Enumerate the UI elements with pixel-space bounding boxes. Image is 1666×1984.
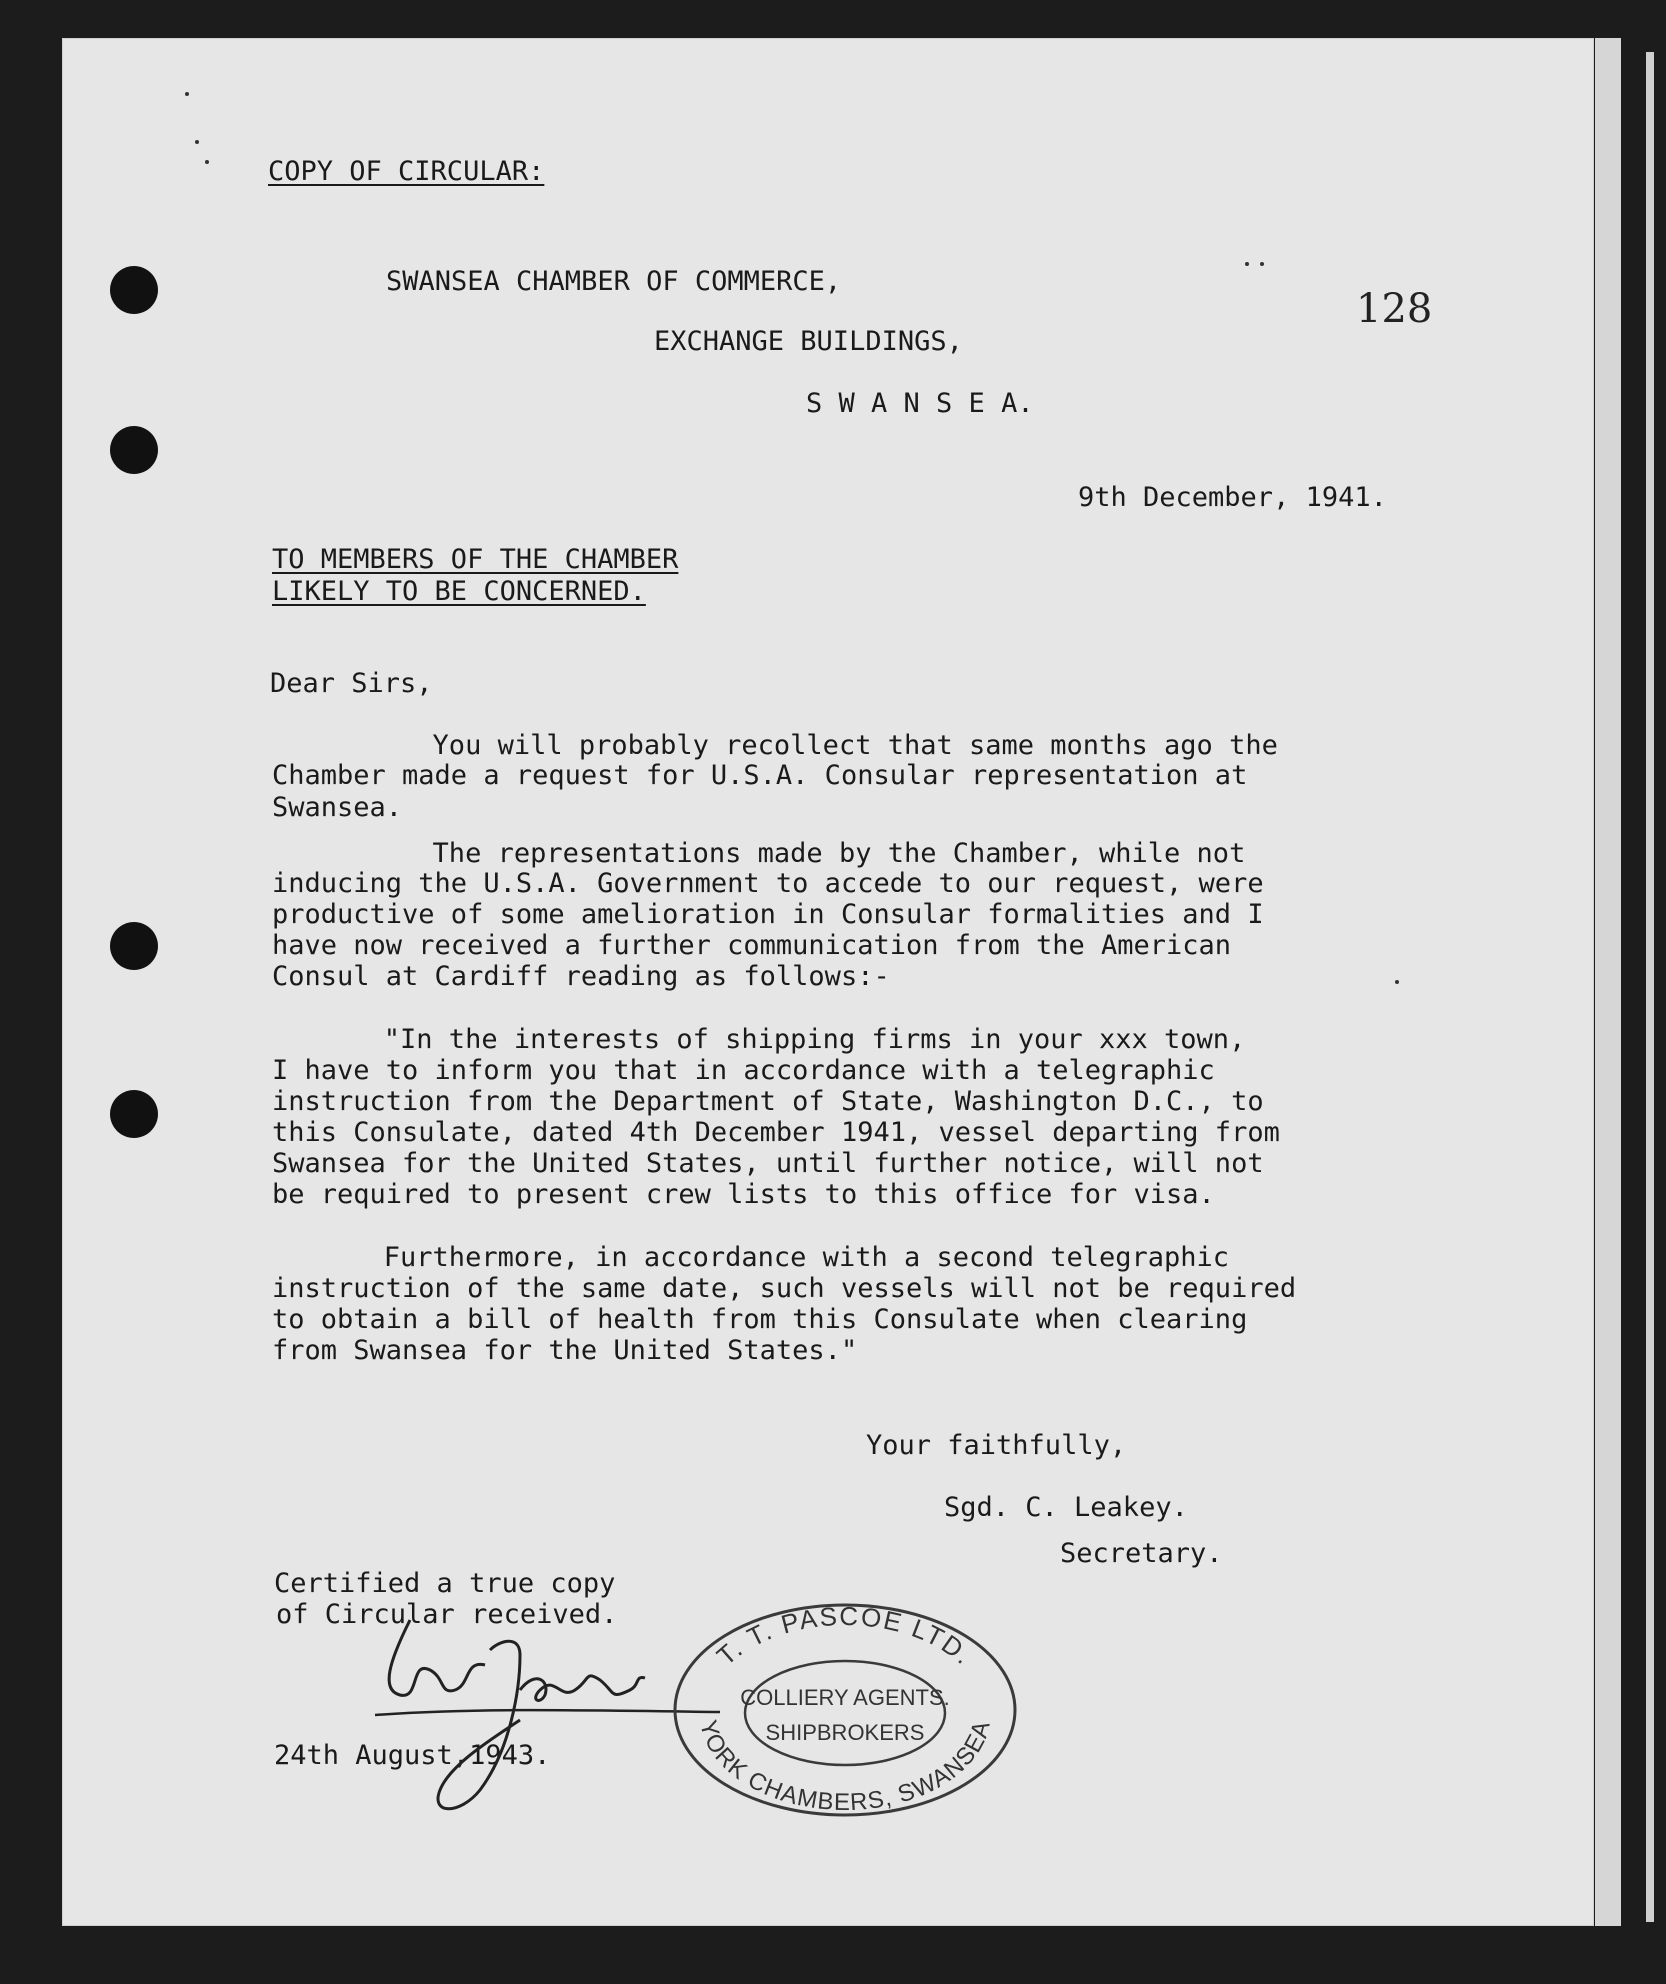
valediction: Your faithfully, [866, 1430, 1127, 1461]
certification-date: 24th August,1943. [274, 1740, 551, 1771]
certification-line-1: Certified a true copy [274, 1568, 616, 1599]
salutation: Dear Sirs, [270, 668, 433, 699]
ink-speck [205, 160, 209, 164]
paragraph-2-line: Consul at Cardiff reading as follows:- [272, 961, 890, 992]
org-building: EXCHANGE BUILDINGS, [654, 326, 963, 357]
punch-hole [110, 1090, 158, 1138]
addressee-line-2: LIKELY TO BE CONCERNED. [272, 576, 646, 607]
paragraph-1-line: You will probably recollect that same months ago the [270, 730, 1278, 761]
paragraph-1-line: Swansea. [272, 792, 403, 823]
signed-name: Sgd. C. Leakey. [944, 1492, 1188, 1523]
stamp-inner-line-2: SHIPBROKERS [765, 1720, 925, 1745]
punch-hole [110, 922, 158, 970]
quote-1-line: be required to present crew lists to this office for visa. [272, 1179, 1215, 1210]
certification-line-2: of Circular received. [276, 1599, 618, 1630]
quote-2-line: from Swansea for the United States." [272, 1335, 858, 1366]
ink-speck [1260, 262, 1264, 266]
signatory-title: Secretary. [1060, 1538, 1223, 1569]
paragraph-2-line: productive of some amelioration in Consular formalities and I [272, 899, 1264, 930]
org-city: S W A N S E A. [806, 388, 1034, 419]
paper-edge [1595, 38, 1621, 1926]
punch-hole [110, 426, 158, 474]
stamp-outer-top: T. T. PASCOE LTD. [710, 1600, 980, 1672]
stamp-outer-bottom: YORK CHAMBERS, SWANSEA [694, 1717, 996, 1817]
org-name: SWANSEA CHAMBER OF COMMERCE, [386, 266, 842, 297]
punch-hole [110, 266, 158, 314]
ink-speck [1245, 262, 1249, 266]
quote-1-line: Swansea for the United States, until further notice, will not [272, 1148, 1264, 1179]
addressee-line-1: TO MEMBERS OF THE CHAMBER [272, 544, 679, 575]
quote-1-line: "In the interests of shipping firms in your xxx town, [270, 1024, 1246, 1055]
paragraph-2-line: have now received a further communication from the American [272, 930, 1232, 961]
ink-speck [195, 140, 199, 144]
company-stamp [660, 1595, 1030, 1825]
quote-1-line: instruction from the Department of State, Washington D.C., to [272, 1086, 1264, 1117]
stamp-inner-line-1: COLLIERY AGENTS. [740, 1685, 950, 1710]
letter-date: 9th December, 1941. [1078, 482, 1387, 513]
quote-1-line: I have to inform you that in accordance with a telegraphic [272, 1055, 1215, 1086]
page-number: 128 [1356, 286, 1433, 332]
quote-2-line: Furthermore, in accordance with a second telegraphic [270, 1242, 1230, 1273]
paper-edge-secondary [1646, 52, 1654, 1922]
ink-speck [1395, 980, 1399, 984]
quote-2-line: instruction of the same date, such vessels will not be required [272, 1273, 1297, 1304]
quote-1-line: this Consulate, dated 4th December 1941, vessel departing from [272, 1117, 1280, 1148]
ink-speck [185, 92, 189, 96]
copy-of-circular-label: COPY OF CIRCULAR: [268, 156, 545, 187]
paragraph-2-line: The representations made by the Chamber, while not [270, 838, 1246, 869]
paragraph-2-line: inducing the U.S.A. Government to accede to our request, were [272, 868, 1264, 899]
quote-2-line: to obtain a bill of health from this Consulate when clearing [272, 1304, 1248, 1335]
paragraph-1-line: Chamber made a request for U.S.A. Consular representation at [272, 760, 1248, 791]
